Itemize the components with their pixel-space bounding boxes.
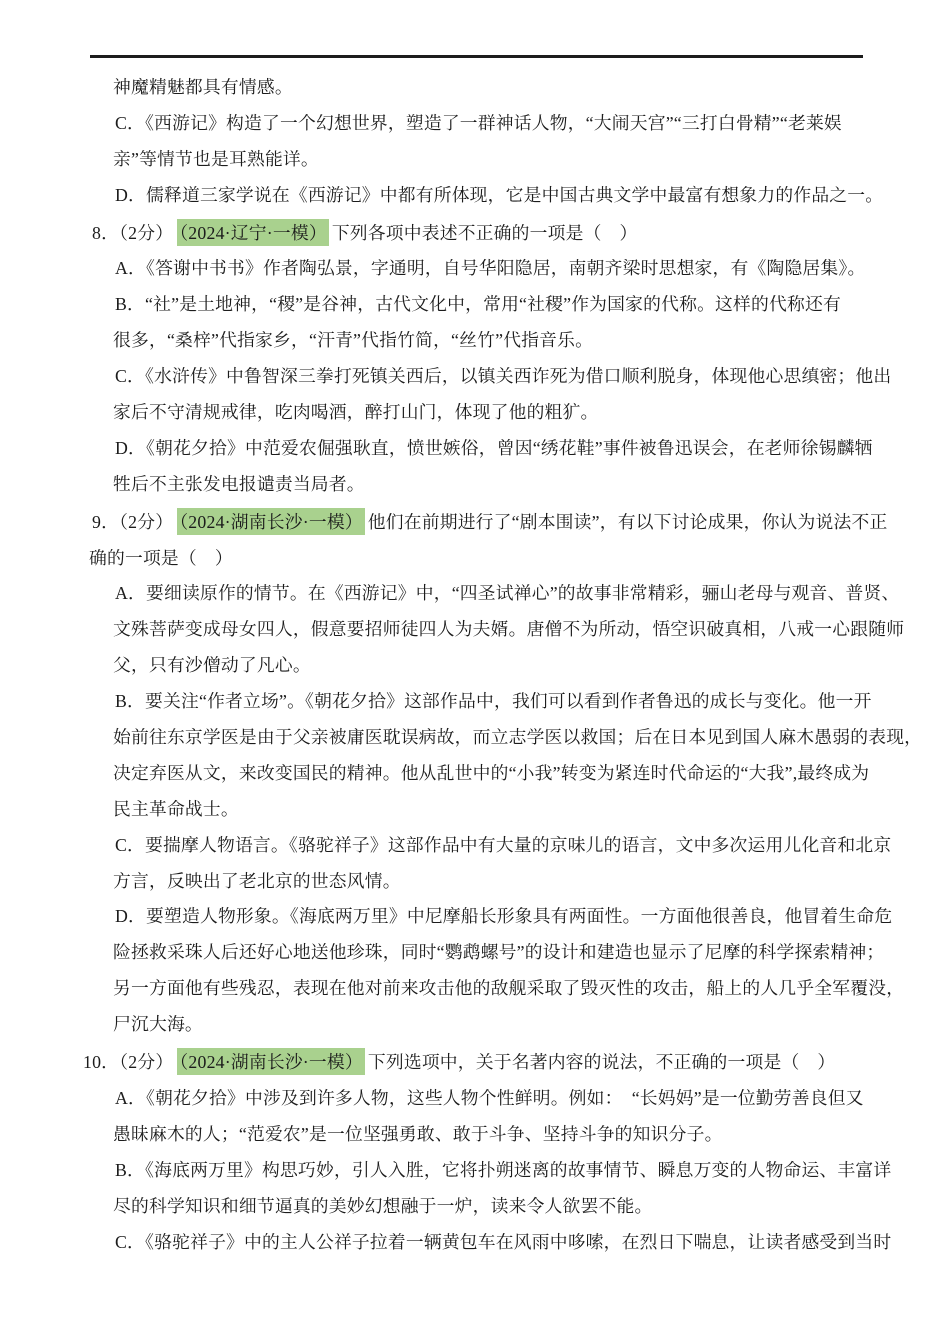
text-run: C．《水浒传》中鲁智深三拳打死镇关西后，以镇关西诈死为借口顺利脱身，体现他心思缜密；他出 (115, 366, 892, 387)
text-line (0, 756, 950, 792)
text-line (0, 828, 950, 864)
text-run: 他们在前期进行了“剧本围读”，有以下讨论成果，你认为说法不正 (367, 511, 888, 532)
text-run: 险拯救采珠人后还好心地送他珍珠，同时“鹦鹉螺号”的设计和建造也显示了尼摩的科学探索精神； (113, 942, 885, 963)
document-body (0, 70, 950, 1260)
text-line (0, 106, 950, 142)
text-run: D．儒释道三家学说在《西游记》中都有所体现，它是中国古典文学中最富有想象力的作品之一。 (115, 184, 884, 205)
question-line (0, 216, 950, 252)
text-run: 下列选项中，关于名著内容的说法，不正确的一项是（ ） (367, 1052, 836, 1073)
text-line (0, 178, 950, 214)
text-run: 始前往东京学医是由于父亲被庸医耽误病故，而立志学医以救国；后在日本见到国人麻木愚弱的表现， (113, 727, 923, 748)
text-run: 亲”等情节也是耳熟能详。 (113, 148, 319, 169)
text-line (0, 323, 950, 359)
text-run: 父，只有沙僧动了凡心。 (113, 655, 311, 676)
text-line (0, 899, 950, 935)
text-run: A．《答谢中书书》作者陶弘景，字通明，自号华阳隐居，南朝齐梁时思想家，有《陶隐居集》。 (115, 258, 866, 279)
text-line (0, 1153, 950, 1189)
text-line (0, 142, 950, 178)
text-line (0, 792, 950, 828)
text-line (0, 576, 950, 612)
text-run: 家后不守清规戒律，吃肉喝酒，醉打山门，体现了他的粗犷。 (113, 402, 599, 423)
text-line (0, 541, 950, 577)
text-line (0, 648, 950, 684)
text-line (0, 684, 950, 720)
text-run: C．《西游记》构造了一个幻想世界，塑造了一群神话人物，“大闹天宫”“三打白骨精”“老莱娱 (115, 112, 842, 133)
text-run: 很多，“桑梓”代指家乡，“汗青”代指竹简，“丝竹”代指音乐。 (113, 330, 594, 351)
source-highlight-tag: （2024·湖南长沙·一模） (177, 508, 365, 535)
header-rule (90, 55, 863, 58)
text-run: 10．（2分） (83, 1052, 174, 1073)
text-line (0, 864, 950, 900)
text-run: A．要细读原作的情节。在《西游记》中，“四圣试禅心”的故事非常精彩，骊山老母与观音、普贤、 (115, 583, 900, 604)
text-line (0, 1117, 950, 1153)
text-run: 尸沉大海。 (113, 1014, 203, 1035)
text-run: 民主革命战士。 (113, 798, 239, 819)
text-run: B．要关注“作者立场”。《朝花夕拾》这部作品中，我们可以看到作者鲁迅的成长与变化。他一开 (115, 691, 872, 712)
text-line (0, 287, 950, 323)
text-run: C．《骆驼祥子》中的主人公祥子拉着一辆黄包车在风雨中哆嗦，在烈日下喘息，让读者感受到当时 (115, 1231, 892, 1252)
text-run: 确的一项是（ ） (89, 547, 233, 568)
text-line (0, 1225, 950, 1261)
text-run: 下列各项中表述不正确的一项是（ ） (331, 222, 638, 243)
text-run: 方言，反映出了老北京的世态风情。 (113, 870, 401, 891)
question-line (0, 505, 950, 541)
text-run: 另一方面他有些残忍，表现在他对前来攻击他的敌舰采取了毁灭性的攻击，船上的人几乎全军覆没， (113, 978, 905, 999)
text-run: D．《朝花夕拾》中范爱农倔强耿直，愤世嫉俗，曾因“绣花鞋”事件被鲁迅误会，在老师徐锡麟牺 (115, 437, 873, 458)
text-run: B．“社”是土地神，“稷”是谷神，古代文化中，常用“社稷”作为国家的代称。这样的代称还有 (115, 294, 841, 315)
text-line (0, 935, 950, 971)
text-run: 愚昧麻木的人；“范爱农”是一位坚强勇敢、敢于斗争、坚持斗争的知识分子。 (113, 1123, 723, 1144)
text-line (0, 359, 950, 395)
text-line (0, 1081, 950, 1117)
text-line (0, 1189, 950, 1225)
text-line (0, 612, 950, 648)
text-line (0, 467, 950, 503)
text-run: 尽的科学知识和细节逼真的美妙幻想融于一炉，读来令人欲罢不能。 (113, 1195, 653, 1216)
text-run: D．要塑造人物形象。《海底两万里》中尼摩船长形象具有两面性。一方面他很善良，他冒着生命危 (115, 906, 893, 927)
text-run: 8．（2分） (92, 222, 174, 243)
text-line (0, 971, 950, 1007)
text-run: B．《海底两万里》构思巧妙，引人入胜，它将扑朔迷离的故事情节、瞬息万变的人物命运、丰富详 (115, 1159, 892, 1180)
text-line (0, 431, 950, 467)
text-line (0, 395, 950, 431)
text-line (0, 1007, 950, 1043)
text-run: 决定弃医从文，来改变国民的精神。他从乱世中的“小我”转变为紧连时代命运的“大我”,最终成为 (113, 762, 870, 783)
text-line (0, 251, 950, 287)
text-run: 牲后不主张发电报谴责当局者。 (113, 473, 365, 494)
text-line (0, 70, 950, 106)
text-run: 文殊菩萨变成母女四人，假意要招师徒四人为夫婿。唐僧不为所动，悟空识破真相，八戒一心跟随师 (113, 619, 905, 640)
source-highlight-tag: （2024·湖南长沙·一模） (177, 1048, 365, 1075)
text-run: A．《朝花夕拾》中涉及到许多人物，这些人物个性鲜明。例如： “长妈妈”是一位勤劳善良但又 (115, 1087, 864, 1108)
question-line (0, 1045, 950, 1081)
text-run: 神魔精魅都具有情感。 (113, 77, 293, 97)
text-run: 9．（2分） (92, 511, 174, 532)
text-run: C．要揣摩人物语言。《骆驼祥子》这部作品中有大量的京味儿的语言，文中多次运用儿化音和北京 (115, 834, 892, 855)
text-line (0, 720, 950, 756)
source-highlight-tag: （2024·辽宁·一模） (177, 219, 329, 246)
